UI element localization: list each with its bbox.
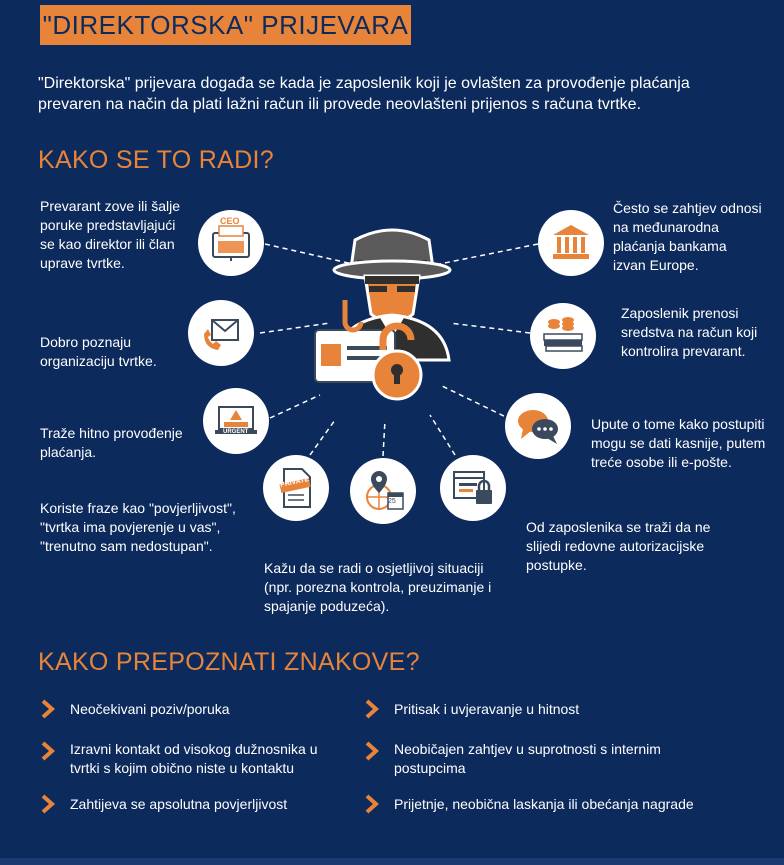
ceo-monitor-icon	[198, 210, 264, 276]
how-left-text-3: Traže hitno provođenje plaćanja.	[40, 425, 183, 460]
sign-left-2: Izravni kontakt od visokog dužnosnika u tvrtki s kojim obično niste u kontaktu	[70, 741, 318, 776]
sign-left-1: Neočekivani poziv/poruka	[70, 701, 230, 717]
how-left-text-4: Koriste fraze kao "povjerljivost", "tvrtka ima povjerenje u vas", "trenutno sam nedostupan".	[40, 500, 236, 554]
chevron-right-icon	[364, 793, 380, 815]
bank-icon	[538, 210, 604, 276]
how-right-text-1: Često se zahtjev odnosi na međunarodna plaćanja bankama izvan Europe.	[613, 200, 762, 273]
page-title: "DIREKTORSKA" PRIJEVARA	[40, 5, 411, 45]
chevron-right-icon	[40, 698, 56, 720]
how-right-text-2: Zaposlenik prenosi sredstva na račun koji kontrolira prevarant.	[621, 305, 758, 359]
envelope-phone-icon	[188, 300, 254, 366]
signs-heading: KAKO PREPOZNATI ZNAKOVE?	[38, 648, 420, 676]
how-right-text-3: Upute o tome kako postupiti mogu se dati kasnije, putem treće osobe ili e-pošte.	[591, 416, 766, 470]
chevron-right-icon	[40, 740, 56, 762]
how-heading: KAKO SE TO RADI?	[38, 146, 274, 174]
sign-right-3: Prijetnje, neobična laskanja ili obećanja nagrade	[394, 796, 694, 812]
urgent-label: URGENT	[223, 429, 249, 435]
bottom-bar	[0, 858, 784, 865]
browser-lock-icon	[440, 455, 506, 521]
ceo-label: CEO	[220, 216, 240, 226]
how-left-text-1: Prevarant zove ili šalje poruke predstavljajući se kao direktor ili član uprave tvrtke.	[40, 198, 181, 271]
location-calendar-icon	[350, 458, 416, 524]
urgent-laptop-icon	[203, 388, 269, 454]
money-stack-icon	[530, 303, 596, 369]
how-right-text-4: Od zaposlenika se traži da ne slijedi redovne autorizacijske postupke.	[526, 519, 711, 573]
how-bottom-text: Kažu da se radi o osjetljivoj situaciji (npr. porezna kontrola, preuzimanje i spajanje poduzeća).	[264, 560, 492, 614]
how-left-text-2: Dobro poznaju organizaciju tvrtke.	[40, 334, 157, 369]
calendar-label: 25	[388, 498, 396, 505]
intro-text: "Direktorska" prijevara događa se kada je zaposlenik koji je ovlašten za provođenje plaćanja prevaren na način da plati lažni račun ili provede neovlašteni prijenos s računa tvrtke.	[38, 75, 690, 113]
private-label: PRIVATE	[279, 476, 310, 489]
private-document-icon	[263, 455, 329, 521]
hacker-icon	[305, 210, 480, 410]
sign-left-3: Zahtijeva se apsolutna povjerljivost	[70, 796, 288, 812]
sign-right-1: Pritisak i uvjeravanje u hitnost	[394, 701, 580, 717]
speech-bubbles-icon	[505, 393, 571, 459]
chevron-right-icon	[40, 793, 56, 815]
sign-right-2: Neobičajen zahtjev u suprotnosti s internim postupcima	[394, 741, 661, 776]
chevron-right-icon	[364, 740, 380, 762]
chevron-right-icon	[364, 698, 380, 720]
